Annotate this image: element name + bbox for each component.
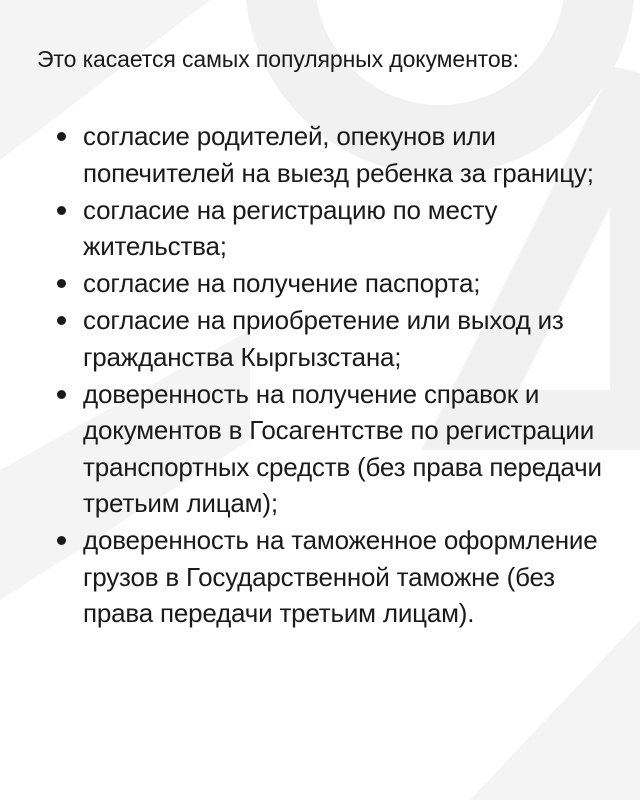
list-item-text: согласие на регистрацию по месту жительства; <box>83 194 498 261</box>
list-item <box>37 192 617 265</box>
list-item <box>37 118 617 191</box>
list-item-text: согласие родителей, опекунов или попечителей на выезд ребенка за границу; <box>83 121 594 188</box>
list-item-text: согласие на приобретение или выход из гражданства Кыргызстана; <box>83 305 564 372</box>
list-item-text: доверенность на таможенное оформление грузов в Государственной таможне (без права передачи третьим лицам). <box>83 525 598 628</box>
list-item <box>37 522 617 632</box>
document-list <box>37 118 617 632</box>
watermark-corner <box>470 620 640 800</box>
bullet-icon <box>57 316 66 325</box>
intro-paragraph: Это касается самых популярных документов: <box>37 46 519 72</box>
bullet-icon <box>57 279 66 288</box>
list-item <box>37 302 617 375</box>
document-content <box>37 42 617 632</box>
list-item-text: согласие на получение паспорта; <box>83 268 481 298</box>
bullet-icon <box>57 132 66 141</box>
bullet-icon <box>57 206 66 215</box>
list-item-text: доверенность на получение справок и документов в Госагентстве по регистрации транспортных средств (без права передачи третьим лицам); <box>83 378 602 518</box>
bullet-icon <box>57 536 66 545</box>
list-item <box>37 376 617 522</box>
list-item <box>37 265 617 302</box>
bullet-icon <box>57 390 66 399</box>
